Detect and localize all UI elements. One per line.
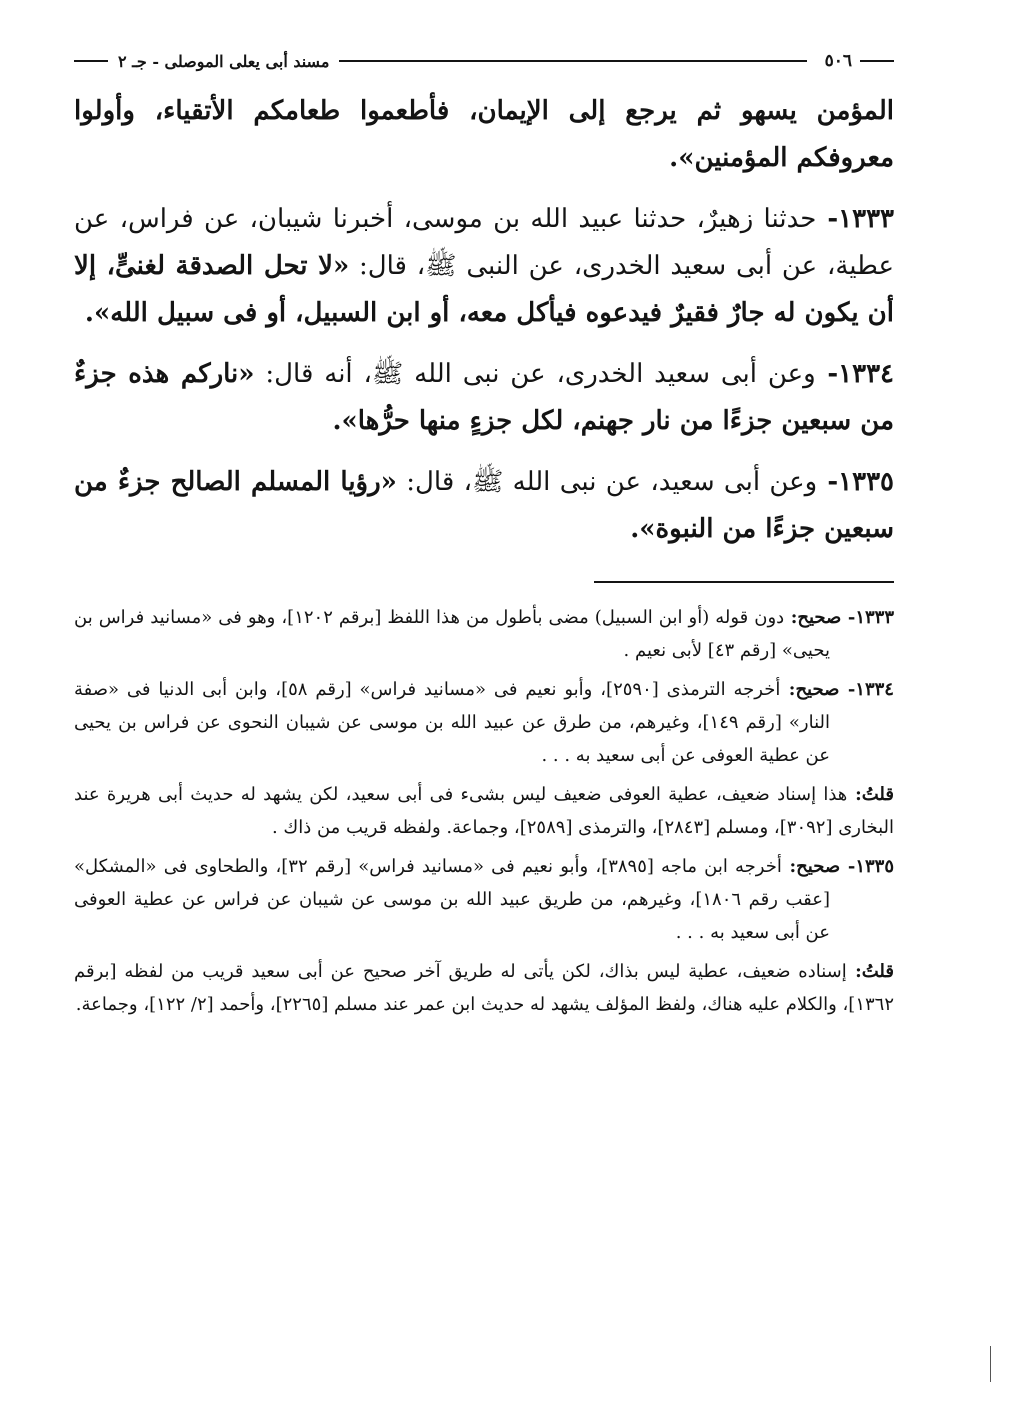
running-title: مسند أبى يعلى الموصلى - جـ ٢ (118, 51, 330, 71)
footnote-text: أخرجه الترمذى [٢٥٩٠]، وأبو نعيم فى «مسانيد فراس» [رقم ٥٨]، وابن أبى الدنيا فى «صفة النار» [رقم ١٤٩]، وغيرهم، من طرق عن عبيد الله بن موسى عن شيبان النحوى عن فراس بن يحيى عن عطية العوفى عن أبى سعيد به . . . (74, 679, 830, 766)
footnote-number: ١٣٣٤- (839, 679, 894, 700)
hadith-1334 (74, 351, 894, 445)
footnote-text: دون قوله (أو ابن السبيل) مضى بأطول من هذا اللفظ [برقم ١٢٠٢]، وهو فى «مسانيد فراس بن يحيى» [رقم ٤٣] لأبى نعيم . (74, 607, 830, 661)
footnote-1335 (74, 850, 894, 949)
footnote-number: ١٣٣٥- (840, 856, 894, 877)
note-text: هذا إسناد ضعيف، عطية العوفى ضعيف ليس بشىء فى أبى سعيد، لكن يشهد له حديث أبى هريرة عند البخارى [٣٠٩٢]، ومسلم [٢٨٤٣]، والترمذى [٢٥٨٩]، وجماعة. ولفظه قريب من ذاك . (74, 784, 894, 838)
grade-label: صحيح: (781, 856, 841, 877)
hadith-number: ١٣٣٤- (815, 359, 894, 389)
isnad-chain: وعن أبى سعيد، عن نبى الله ﷺ، قال: (396, 467, 818, 497)
footnote-1335-note (74, 955, 894, 1021)
qult-label: قلتُ: (846, 961, 894, 982)
page-number: ٥٠٦ (824, 51, 852, 71)
qult-label: قلتُ: (847, 784, 894, 805)
header-dash-left (74, 60, 108, 62)
footnote-1334-note (74, 778, 894, 844)
hadith-text: المؤمن يسهو ثم يرجع إلى الإيمان، فأطعموا طعامكم الأتقياء، وأولوا معروفكم المؤمنين». (74, 96, 894, 173)
grade-label: صحيح: (780, 679, 840, 700)
main-text (74, 88, 894, 553)
hadith-text: «لا تحل الصدقة لغنىٍّ، إلا أن يكون له جارٌ فقيرٌ فيدعوه فيأكل معه، أو ابن السبيل، أو فى سبيل الله». (74, 251, 894, 328)
hadith-text: «ناركم هذه جزءٌ من سبعين جزءًا من نار جهنم، لكل جزءٍ منها حرُّها». (74, 359, 894, 436)
footnote-number: ١٣٣٣- (841, 607, 894, 628)
footnote-1334 (74, 673, 894, 772)
hadith-text: «رؤيا المسلم الصالح جزءٌ من سبعين جزءًا من النبوة». (74, 467, 894, 544)
continuation-paragraph (74, 88, 894, 182)
header-dash-right (860, 60, 894, 62)
isnad-chain: وعن أبى سعيد الخدرى، عن نبى الله ﷺ، أنه قال: (254, 359, 816, 389)
footnotes (74, 601, 894, 1021)
hadith-1333 (74, 196, 894, 337)
header-rule (339, 60, 806, 62)
isnad-chain: حدثنا زهيرٌ، حدثنا عبيد الله بن موسى، أخبرنا شيبان، عن فراس، عن عطية، عن أبى سعيد الخدرى، عن النبى ﷺ، قال: (74, 204, 894, 281)
footnote-1333 (74, 601, 894, 667)
page (74, 44, 894, 1027)
footnote-separator (594, 581, 894, 583)
page-header (74, 44, 894, 78)
hadith-1335 (74, 459, 894, 553)
hadith-number: ١٣٣٣- (816, 204, 895, 234)
footnote-text: أخرجه ابن ماجه [٣٨٩٥]، وأبو نعيم فى «مسانيد فراس» [رقم ٣٢]، والطحاوى فى «المشكل» [عقب رقم ١٨٠٦]، وغيرهم، من طريق عبيد الله بن موسى عن شيبان عن فراس عن عطية العوفى عن أبى سعيد به . . . (74, 856, 831, 943)
grade-label: صحيح: (784, 607, 842, 628)
scan-margin-mark (990, 1346, 991, 1382)
note-text: إسناده ضعيف، عطية ليس بذاك، لكن يأتى له طريق آخر صحيح عن أبى سعيد قريب من لفظه [برقم ١٣٦٢]، والكلام عليه هناك، ولفظ المؤلف يشهد له حديث ابن عمر عند مسلم [٢٢٦٥]، وأحمد [٢/ ١٢٢]، وجماعة. (74, 961, 894, 1015)
hadith-number: ١٣٣٥- (817, 467, 895, 497)
